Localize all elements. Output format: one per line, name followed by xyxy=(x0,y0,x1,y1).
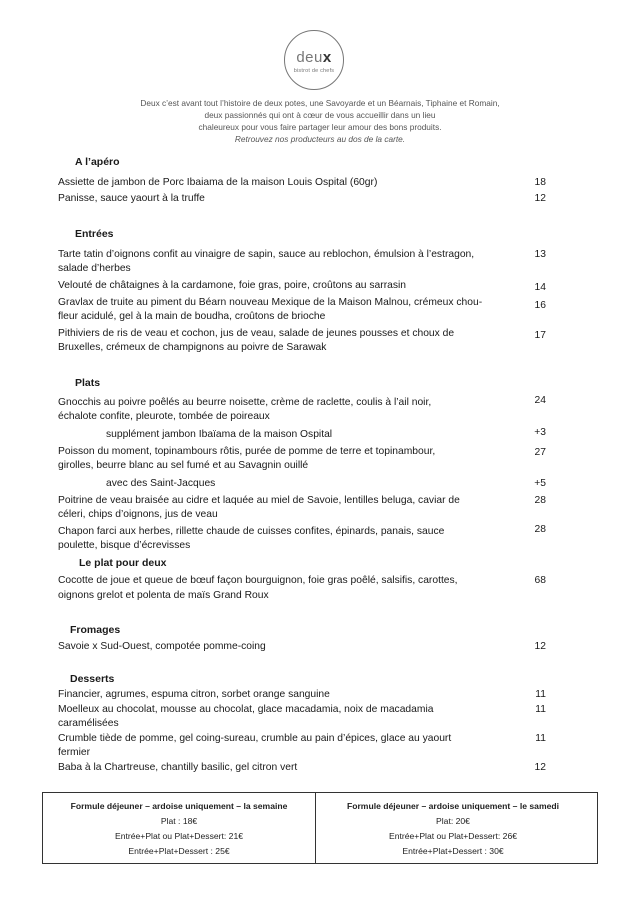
intro-note: Retrouvez nos producteurs au dos de la carte. xyxy=(234,134,406,144)
intro-line-3: chaleureux pour vous faire partager leur amour des bons produits. xyxy=(198,122,442,132)
menu-item: Savoie x Sud-Ouest, compotée pomme-coing xyxy=(58,641,266,652)
menu-item: Assiette de jambon de Porc Ibaiama de la maison Louis Ospital (60gr) xyxy=(58,177,378,188)
menu-item-price: 18 xyxy=(534,177,546,188)
menu-item-line: Poisson du moment, topinambours rôtis, purée de pomme de terre et topinambour, xyxy=(58,446,436,457)
menu-item-price: 17 xyxy=(534,330,546,341)
section-title-entrees: Entrées xyxy=(75,228,114,240)
formula-line: Entrée+Plat ou Plat+Dessert: 21€ xyxy=(114,831,244,841)
menu-item-line: Baba à la Chartreuse, chantilly basilic, gel citron vert xyxy=(58,762,298,773)
menu-item-line: caramélisées xyxy=(58,718,119,729)
menu-item-line: Crumble tiède de pomme, gel coing-sureau, crumble au pain d’épices, glace au yaourt xyxy=(58,733,452,744)
menu-item-line: salade d’herbes xyxy=(58,263,131,274)
menu-item: Panisse, sauce yaourt à la truffe xyxy=(58,193,205,204)
menu-item-supplement: supplément jambon Ibaïama de la maison Ospital xyxy=(106,429,333,440)
menu-item-line: Pithiviers de ris de veau et cochon, jus de veau, salade de jeunes pousses et choux de xyxy=(58,328,455,339)
formula-line: Plat: 20€ xyxy=(436,816,470,826)
menu-item-line: Moelleux au chocolat, mousse au chocolat, glace macadamia, noix de macadamia xyxy=(58,704,434,715)
formula-weekday xyxy=(43,799,315,859)
menu-item-price: 28 xyxy=(534,524,546,535)
menu-item-price: +3 xyxy=(534,427,546,438)
menu-item-price: 11 xyxy=(535,733,546,744)
formula-line: Plat : 18€ xyxy=(160,816,198,826)
menu-item-line: oignons grelot et polenta de maïs Grand Roux xyxy=(58,590,269,601)
menu-item-line: échalote confite, pleurote, tombée de poireaux xyxy=(58,411,270,422)
formula-divider xyxy=(315,793,316,863)
menu-item-line: poulette, bisque d’écrevisses xyxy=(58,540,191,551)
formula-line: Entrée+Plat ou Plat+Dessert: 26€ xyxy=(388,831,518,841)
menu-item-line: céleri, chips d’oignons, jus de veau xyxy=(58,509,218,520)
formula-title: Formule déjeuner – ardoise uniquement – le samedi xyxy=(346,801,560,811)
menu-item-price: 27 xyxy=(534,447,546,458)
formula-line: Entrée+Plat+Dessert : 30€ xyxy=(402,846,504,856)
intro-line-1: Deux c’est avant tout l’histoire de deux potes, une Savoyarde et un Béarnais, Tiphaine et Romain, xyxy=(140,98,500,108)
menu-item-line: Velouté de châtaignes à la cardamone, foie gras, poire, croûtons au sarrasin xyxy=(58,280,407,291)
menu-item-price: 12 xyxy=(534,641,546,652)
menu-item-price: 14 xyxy=(534,282,546,293)
section-title-desserts: Desserts xyxy=(70,673,115,685)
restaurant-logo xyxy=(284,30,344,90)
menu-item-line: Gravlax de truite au piment du Béarn nouveau Mexique de la Maison Malnou, crémeux chou- xyxy=(58,297,483,308)
section-title-fromages: Fromages xyxy=(70,624,121,636)
menu-item-price: 12 xyxy=(534,193,546,204)
menu-item-price: 28 xyxy=(534,495,546,506)
menu-item-line: Financier, agrumes, espuma citron, sorbet orange sanguine xyxy=(58,689,330,700)
menu-item-line: Bruxelles, crémeux de champignons au poivre de Sarawak xyxy=(58,342,327,353)
menu-item-line: girolles, beurre blanc au sel fumé et au Savagnin ouillé xyxy=(58,460,309,471)
menu-item-price: 16 xyxy=(534,300,546,311)
menu-item-line: Poitrine de veau braisée au cidre et laquée au miel de Savoie, lentilles beluga, caviar de xyxy=(58,495,460,506)
menu-item-line: Gnocchis au poivre poêlés au beurre noisette, crème de raclette, coulis à l’ail noir, xyxy=(58,397,432,408)
menu-item-line: Tarte tatin d’oignons confit au vinaigre de sapin, sauce au reblochon, émulsion à l’estragon, xyxy=(58,249,475,260)
formula-box xyxy=(42,792,598,864)
logo-subtitle: bistrot de chefs xyxy=(293,68,335,74)
formula-title: Formule déjeuner – ardoise uniquement – la semaine xyxy=(70,801,288,811)
intro-line-2: deux passionnés qui ont à cœur de vous accueillir dans un lieu xyxy=(204,110,436,120)
menu-item-line: Chapon farci aux herbes, rillette chaude de cuisses confites, épinards, panais, sauce xyxy=(58,526,445,537)
menu-item-price: 11 xyxy=(535,704,546,715)
menu-item-price: 13 xyxy=(534,249,546,260)
formula-line: Entrée+Plat+Dessert : 25€ xyxy=(128,846,230,856)
logo-wordmark: deux xyxy=(296,49,332,66)
menu-item-price: 12 xyxy=(534,762,546,773)
formula-saturday xyxy=(317,799,589,859)
section-title-aperitif: A l’apéro xyxy=(75,156,120,168)
menu-item-price: 24 xyxy=(534,395,546,406)
menu-item-supplement: avec des Saint-Jacques xyxy=(106,478,216,489)
section-title-plats: Plats xyxy=(75,377,101,389)
menu-item-price: +5 xyxy=(534,478,546,489)
menu-item-line: fleur acidulé, gel à la main de boudha, croûtons de brioche xyxy=(58,311,326,322)
section-title-pour-deux: Le plat pour deux xyxy=(79,557,167,569)
menu-item-price: 11 xyxy=(535,689,546,700)
menu-item-line: fermier xyxy=(58,747,91,758)
menu-item-price: 68 xyxy=(534,575,546,586)
menu-item-line: Cocotte de joue et queue de bœuf façon bourguignon, foie gras poêlé, salsifis, carottes, xyxy=(58,575,458,586)
